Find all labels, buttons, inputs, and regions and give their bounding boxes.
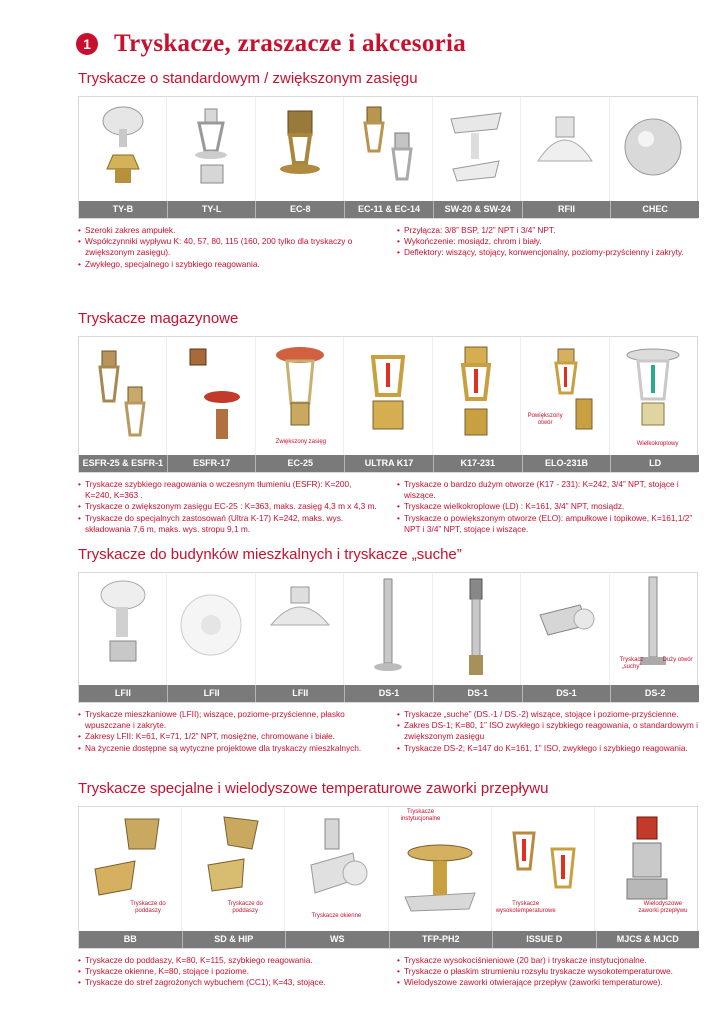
product-label: TFP-PH2 — [390, 931, 494, 948]
bullets-right — [379, 479, 698, 535]
bullet-item: • Tryskacze szybkiego reagowania o wczesnym tłumieniu (ESFR): K=200, K=240, K=363 . — [78, 479, 379, 501]
product-photo-ec-11-ec-14 — [344, 97, 432, 201]
product-photo-elo-231b — [521, 337, 609, 455]
product-label: LFII — [168, 685, 257, 702]
product-photo-ds-1-c — [521, 573, 609, 685]
product-label: LFII — [256, 685, 345, 702]
bullet-item: • Zakresy LFII: K=61, K=71, 1/2” NPT, mosiężne, chromowane i białe. — [78, 731, 379, 742]
product-photo-panel — [78, 96, 698, 219]
bullets-right — [379, 225, 698, 270]
product-label-bar — [79, 931, 699, 948]
product-photo-ty-b — [79, 97, 167, 201]
product-photo-esfr-17 — [167, 337, 255, 455]
product-label: SW-20 & SW-24 — [434, 201, 523, 218]
product-photo-lfii-2 — [167, 573, 255, 685]
bullets-left — [78, 479, 379, 535]
product-label: TY-L — [168, 201, 257, 218]
section-title: Tryskacze specjalne i wielodyszowe temperaturowe zaworki przepływu — [78, 780, 549, 797]
product-label: WS — [286, 931, 390, 948]
product-photo-chec — [610, 97, 697, 201]
product-photo-ds-1-a — [344, 573, 432, 685]
product-photo-lfii-3 — [256, 573, 344, 685]
caption: Tryskacz „suchy” — [619, 657, 644, 670]
product-label: DS-1 — [434, 685, 523, 702]
bullets-left — [78, 225, 379, 270]
caption: Tryskacze do poddaszy — [227, 901, 263, 914]
product-label-bar — [79, 455, 699, 472]
product-photo-issue-d — [492, 807, 595, 931]
product-photo-esfr-25 — [79, 337, 167, 455]
bullet-item: • Tryskacze wysokociśnieniowe (20 bar) i tryskacze instytucjonalne. — [397, 955, 698, 966]
product-photo-sd-hip — [182, 807, 285, 931]
bullet-item: • Tryskacze okienne, K=80, stojące i poziome. — [78, 966, 379, 977]
section-storage-sprinklers — [78, 310, 698, 535]
section-bullets — [78, 709, 698, 754]
product-label: TY-B — [79, 201, 168, 218]
product-photo-ec-25 — [256, 337, 344, 455]
product-label: MJCS & MJCD — [616, 934, 679, 944]
caption: Tryskacze instytucjonalne — [400, 809, 441, 822]
product-photo-k17-231 — [433, 337, 521, 455]
product-photo-ec-8 — [256, 97, 344, 201]
section-bullets — [78, 225, 698, 270]
caption: Powiększony otwór — [527, 413, 563, 426]
product-label-bar — [79, 685, 699, 702]
bullet-item: • Zakres DS-1; K=80, 1” ISO zwykłego i szybkiego reagowania, o standardowym i zwiększonym zasięgu — [397, 720, 698, 742]
bullet-item: • Tryskacze o płaskim strumieniu rozsyłu tryskacze wysokotemperaturowe. — [397, 966, 698, 977]
product-label: ULTRA K17 — [345, 455, 434, 472]
product-photo-lfii-1 — [79, 573, 167, 685]
caption: Tryskacze do poddaszy — [130, 901, 166, 914]
product-photo-panel — [78, 572, 698, 703]
product-label: ESFR-17 — [168, 455, 257, 472]
product-photo-panel — [78, 806, 698, 949]
bullet-item: • Zwykłego, specjalnego i szybkiego reagowania. — [78, 259, 379, 270]
bullet-item: • Tryskacze do stref zagrożonych wybuchem (CC1); K=43, stojące. — [78, 977, 379, 988]
product-photo-ws — [285, 807, 388, 931]
product-label: K17-231 — [434, 455, 523, 472]
caption: Duży otwór — [662, 657, 693, 663]
product-photo-rfii — [521, 97, 609, 201]
bullet-item: • Tryskacze DS-2; K=147 do K=161, 1” ISO, zwykłego i szybkiego reagowania. — [397, 743, 698, 754]
product-label: LD — [649, 458, 662, 468]
product-label: LFII — [79, 685, 168, 702]
product-photo-panel — [78, 336, 698, 473]
bullet-item: • Tryskacze do specjalnych zastosowań (Ultra K-17) K=242, maks. wys. składowania 7,6 m, maks. wys. stropu 9,1 m. — [78, 513, 379, 535]
bullets-left — [78, 709, 379, 754]
product-label: DS-2 — [644, 688, 666, 698]
bullets-right — [379, 709, 698, 754]
product-label: CHEC — [642, 204, 668, 214]
caption: Zwiększony zasięg — [275, 439, 327, 445]
product-label: EC-8 — [256, 201, 345, 218]
bullet-item: • Współczynniki wypływu K: 40, 57, 80, 115 (160, 200 tylko dla tryskaczy o zwiększonym zasięgu). — [78, 236, 379, 258]
product-label: ELO-231B — [523, 455, 612, 472]
section-title: Tryskacze do budynków mieszkalnych i tryskacze „suche” — [78, 546, 462, 563]
bullet-item: • Wielodyszowe zaworki otwierające przepływ (zaworki temperaturowe). — [397, 977, 698, 988]
product-label: DS-1 — [523, 685, 612, 702]
product-label: BB — [79, 931, 183, 948]
bullet-item: • Na życzenie dostępne są wytyczne projektowe dla tryskaczy mieszkalnych. — [78, 743, 379, 754]
bullet-item: • Deflektory: wiszący, stojący, konwencjonalny, poziomy-przyścienny i zakryty. — [397, 247, 698, 258]
section-bullets — [78, 479, 698, 535]
bullets-left — [78, 955, 379, 989]
product-label: DS-1 — [345, 685, 434, 702]
product-label: SD & HIP — [183, 931, 287, 948]
product-photo-ld — [610, 337, 697, 455]
bullets-right — [379, 955, 698, 989]
product-label: EC-11 & EC-14 — [345, 201, 434, 218]
product-photo-bb — [79, 807, 182, 931]
caption: Tryskacze wysokotemperaturowe — [495, 901, 556, 914]
caption: Wielodyszowe zaworki przepływu — [638, 901, 688, 914]
bullet-item: • Tryskacze o powiększonym otworze (ELO): ampułkowe i topikowe, K=161,1/2” NPT i 3/4” NPT, stojące i wiszące. — [397, 513, 698, 535]
product-photo-ds-2 — [610, 573, 697, 685]
product-label: ISSUE D — [493, 931, 597, 948]
bullet-item: • Tryskacze o bardzo dużym otworze (K17 - 231): K=242, 3/4” NPT, stojące i wiszące. — [397, 479, 698, 501]
caption: Wielkokroplowy — [636, 441, 679, 447]
page-title: Tryskacze, zraszacze i akcesoria — [114, 30, 467, 57]
product-label: ESFR-25 & ESFR-1 — [79, 455, 168, 472]
bullet-item: • Wykończenie: mosiądz, chrom i biały. — [397, 236, 698, 247]
section-title: Tryskacze magazynowe — [78, 310, 239, 327]
bullet-item: • Szeroki zakres ampułek. — [78, 225, 379, 236]
product-photo-ds-1-b — [433, 573, 521, 685]
section-bullets — [78, 955, 698, 989]
page-header — [76, 30, 466, 58]
product-label: RFII — [523, 201, 612, 218]
product-photo-ty-l — [167, 97, 255, 201]
bullet-item: • Tryskacze „suche” (DS.-1 / DS.-2) wiszące, stojące i poziome-przyścienne. — [397, 709, 698, 720]
section-special-sprinklers — [78, 780, 698, 989]
product-photo-mjcs-mjcd — [595, 807, 697, 931]
product-label: EC-25 — [256, 455, 345, 472]
caption: Tryskacze okienne — [311, 913, 362, 919]
product-photo-ultra-k17 — [344, 337, 432, 455]
bullet-item: • Tryskacze wielkokroplowe (LD) : K=161, 3/4” NPT, mosiądz. — [397, 501, 698, 512]
bullet-item: • Tryskacze mieszkaniowe (LFII); wiszące, poziome-przyścienne, płasko wpuszczane i zakryte. — [78, 709, 379, 731]
section-standard-sprinklers — [78, 70, 698, 270]
bullet-item: • Tryskacze o zwiększonym zasięgu EC-25 : K=363, maks. zasięg 4,3 m x 4,3 m. — [78, 501, 379, 512]
bullet-item: • Tryskacze do poddaszy, K=80, K=115, szybkiego reagowania. — [78, 955, 379, 966]
product-photo-tfp-ph2 — [389, 807, 492, 931]
section-number-badge: 1 — [76, 33, 98, 55]
bullet-item: • Przyłącza: 3/8” BSP, 1/2” NPT i 3/4” NPT. — [397, 225, 698, 236]
product-label-bar — [79, 201, 699, 218]
section-title: Tryskacze o standardowym / zwiększonym zasięgu — [78, 70, 418, 87]
section-residential-dry-sprinklers — [78, 546, 698, 754]
product-photo-sw-20-sw-24 — [433, 97, 521, 201]
